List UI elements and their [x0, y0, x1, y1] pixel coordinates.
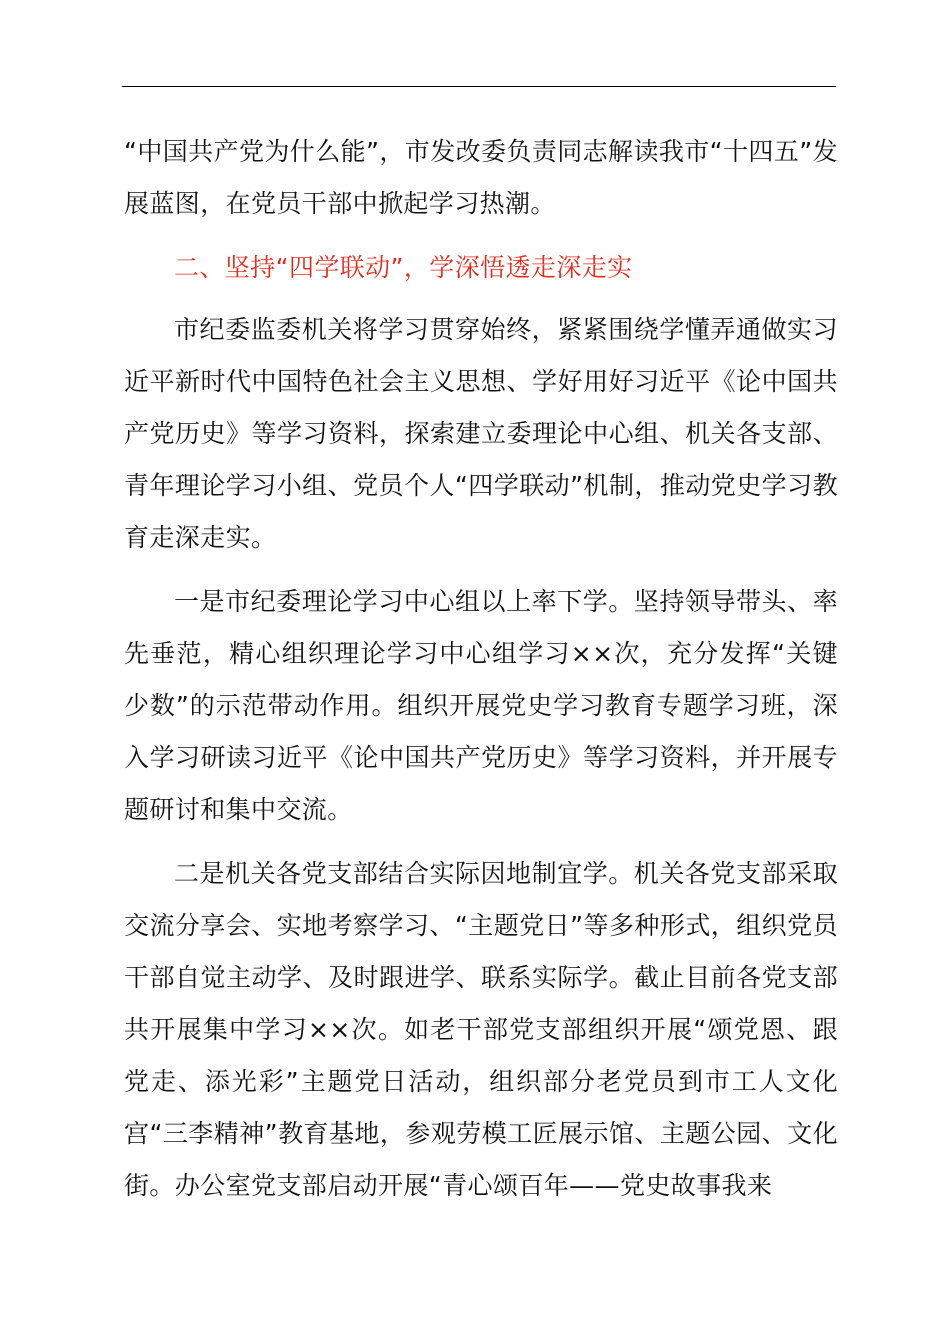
- paragraph-point-two: 二是机关各党支部结合实际因地制宜学。机关各党支部采取交流分享会、实地考察学习、“主题党日”等多种形式，组织党员干部自觉主动学、及时跟进学、联系实际学。截止目前各党支部共开展集中学习××次。如老干部党支部组织开展“颂党恩、跟党走、添光彩”主题党日活动，组织部分老党员到市工人文化宫“三李精神”教育基地，参观劳模工匠展示馆、主题公园、文化街。办公室党支部启动开展“青心颂百年——党史故事我来: [124, 859, 838, 1200]
- document-body: [124, 126, 838, 1224]
- section-heading: 二、坚持“四学联动”，学深悟透走深走实: [174, 253, 633, 282]
- header-rule: [122, 86, 836, 87]
- paragraph-intro: 市纪委监委机关将学习贯穿始终，紧紧围绕学懂弄通做实习近平新时代中国特色社会主义思想、学好用好习近平《论中国共产党历史》等学习资料，探索建立委理论中心组、机关各支部、青年理论学习小组、党员个人“四学联动”机制，推动党史学习教育走深走实。: [124, 315, 838, 552]
- paragraph-continuation: “中国共产党为什么能”，市发改委负责同志解读我市“十四五”发展蓝图，在党员干部中掀起学习热潮。: [124, 137, 838, 218]
- paragraph-point-one: 一是市纪委理论学习中心组以上率下学。坚持领导带头、率先垂范，精心组织理论学习中心组学习××次，充分发挥“关键少数”的示范带动作用。组织开展党史学习教育专题学习班，深入学习研读习近平《论中国共产党历史》等学习资料，并开展专题研讨和集中交流。: [124, 587, 838, 824]
